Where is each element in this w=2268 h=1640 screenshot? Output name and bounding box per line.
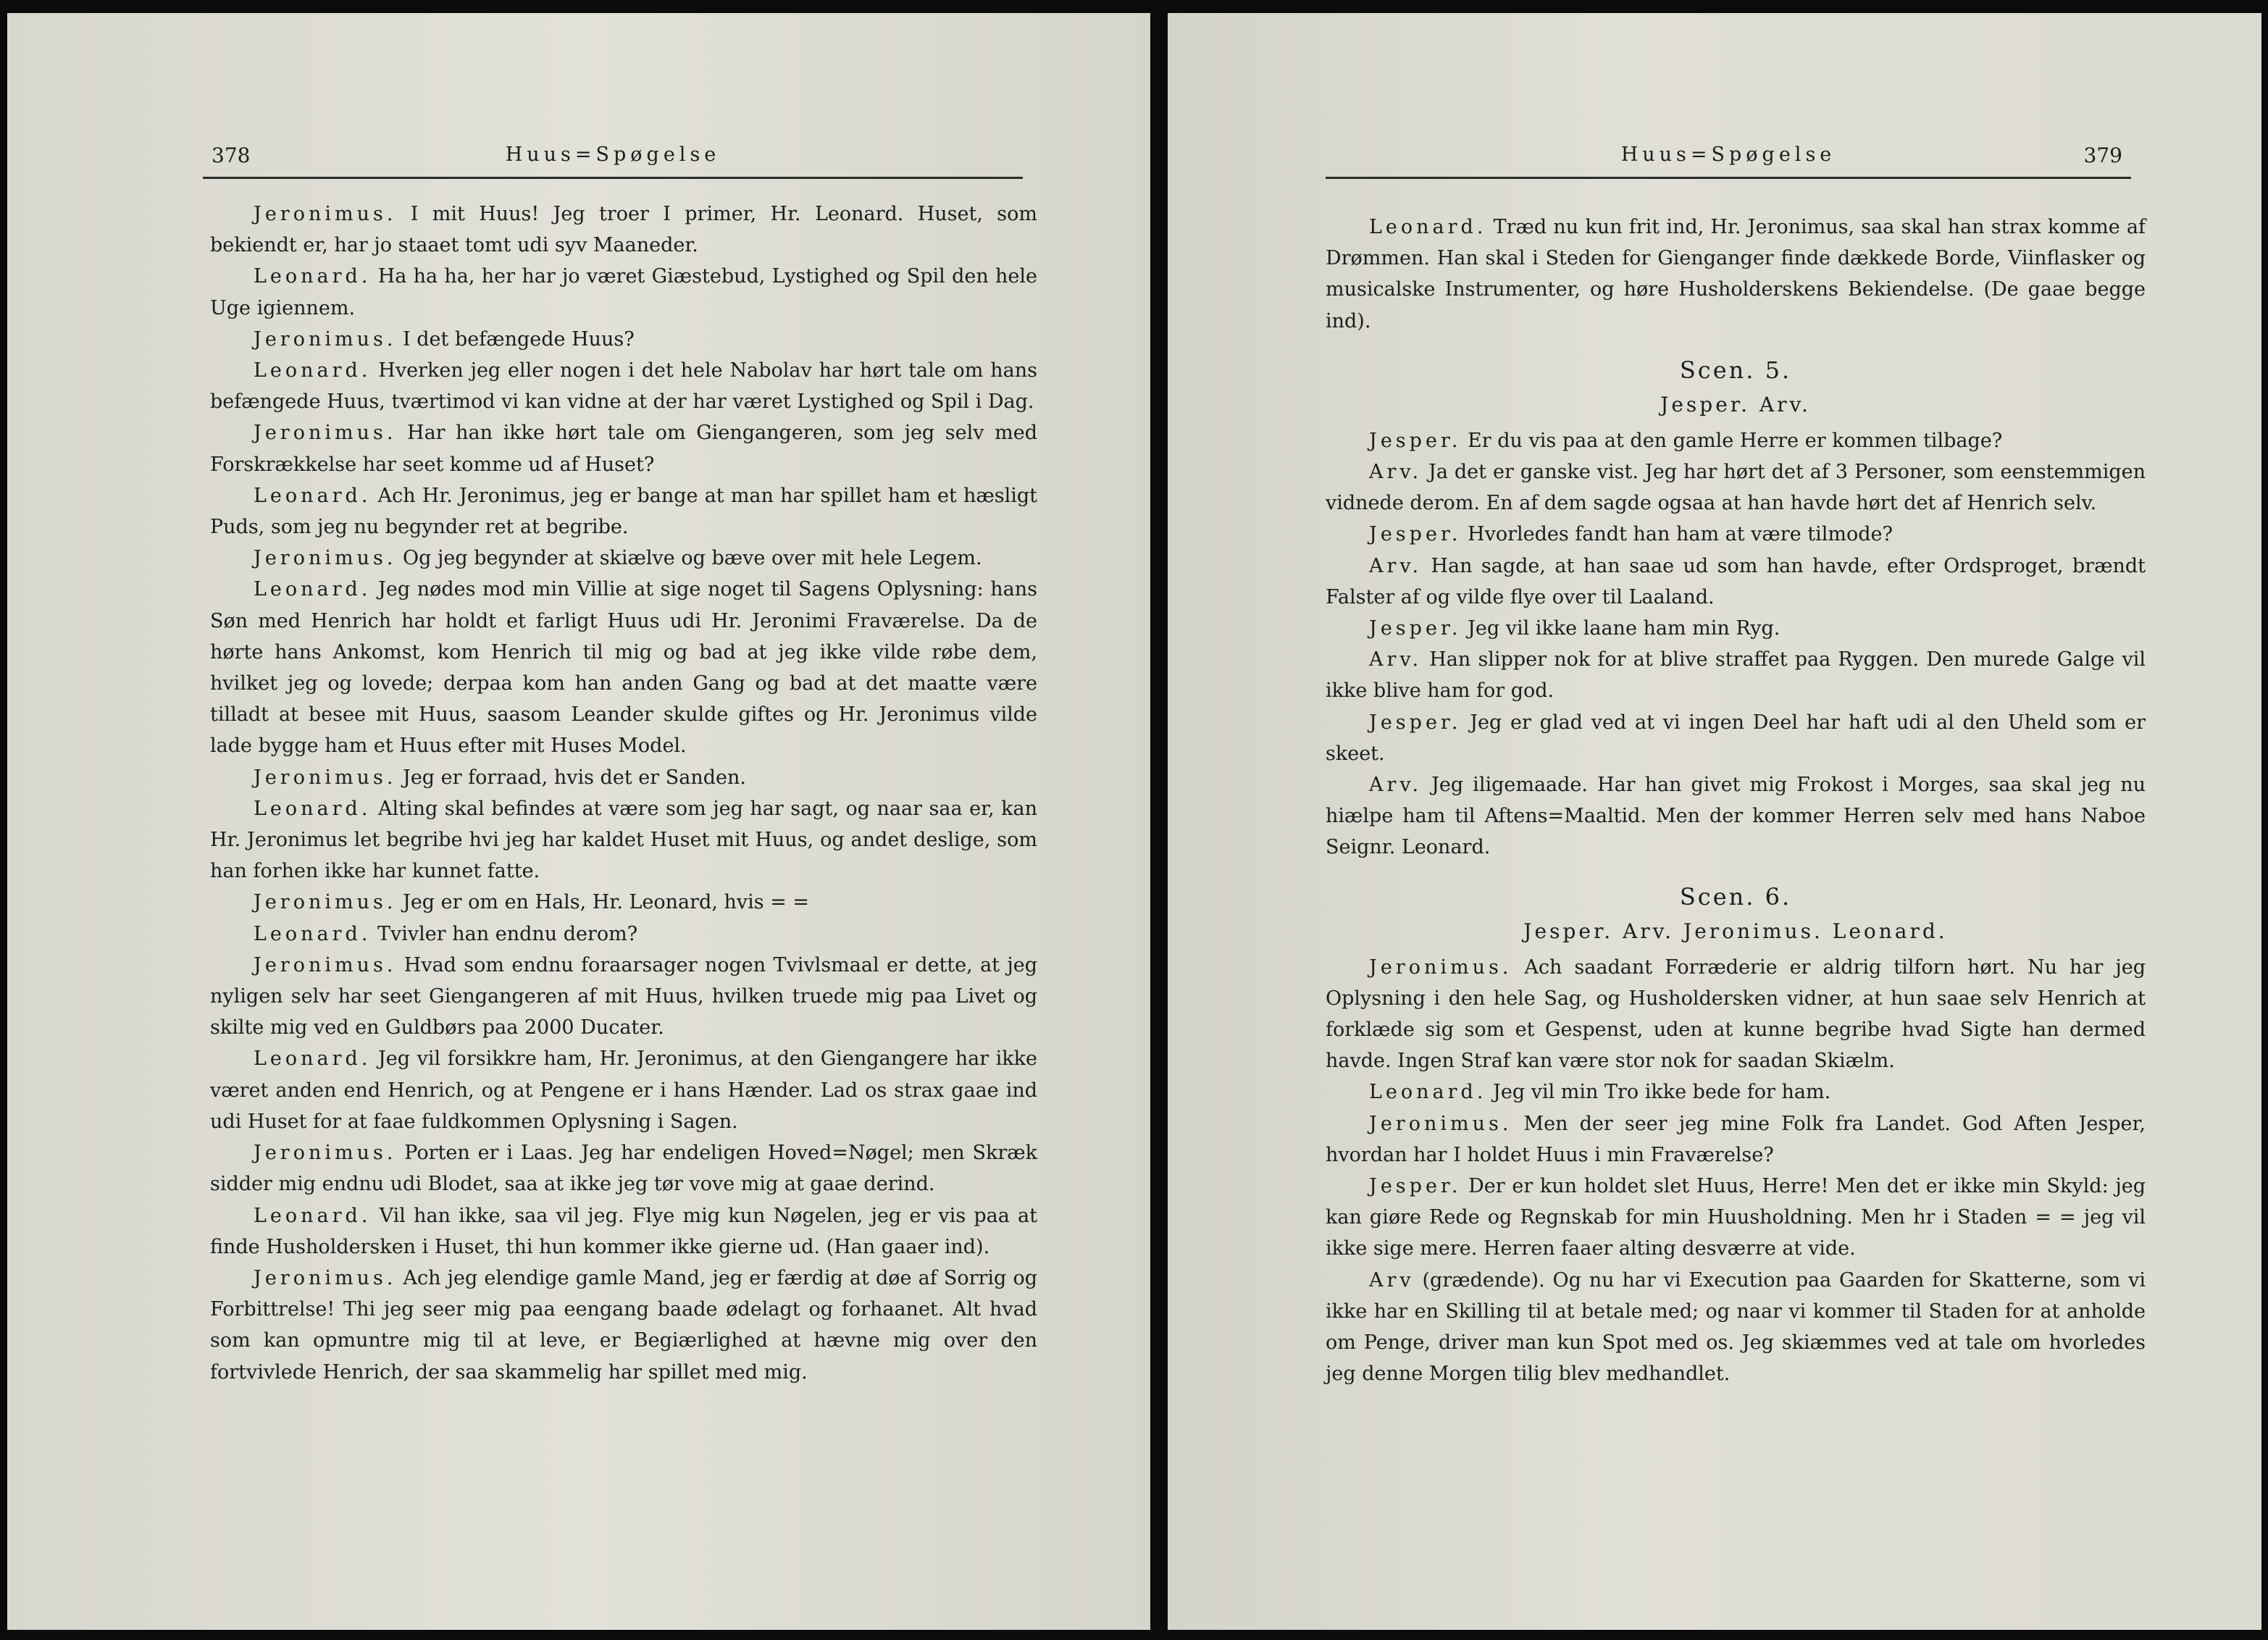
speaker-name: Jeronimus. [254, 766, 397, 789]
dialogue-line [1326, 519, 2146, 550]
dialogue-text: Er du vis paa at den gamle Herre er kommen tilbage? [1461, 429, 2003, 452]
scene-cast-list: Jesper. Arv. [1660, 392, 1811, 417]
dialogue-line [1326, 1265, 2146, 1390]
dialogue-text: Jeg iligemaade. Har han givet mig Frokost i Morges, saa skal jeg nu hiælpe ham til Aftens=Maaltid. Men der kommer Herren selv med hans Naboe Seignr. Leonard. [1326, 774, 2146, 859]
speaker-name: Leonard. [254, 797, 372, 820]
dialogue-text: Hverken jeg eller nogen i det hele Nabolav har hørt tale om hans befængede Huus, tværtimod vi kan vidne at der har været Lystighed og Spil i Dag. [210, 359, 1037, 414]
dialogue-line [210, 793, 1037, 887]
dialogue-line [210, 1200, 1037, 1263]
dialogue-line [210, 543, 1037, 574]
dialogue-text: Ach jeg elendige gamle Mand, jeg er færdig at døe af Sorrig og Forbittrelse! Thi jeg seer mig paa eengang baade ødelagt og forhaanet. Alt hvad som kan opmuntre mig til at leve, er Begiærlighed at hævne mig over den fortvivlede Henrich, der saa skammelig har spillet med mig. [210, 1266, 1037, 1384]
running-title: Huus=Spøgelse [1620, 143, 1836, 166]
dialogue-line [210, 261, 1037, 323]
speaker-name: Leonard. [1369, 1081, 1487, 1104]
speaker-name: Leonard. [254, 578, 372, 601]
dialogue-text: Og jeg begynder at skiælve og bæve over mit hele Legem. [396, 547, 982, 570]
dialogue-line [1326, 456, 2146, 519]
speaker-name: Arv. [1369, 774, 1423, 797]
scene-heading: Scen. 5. [1679, 356, 1792, 384]
scene-heading: Scen. 6. [1679, 882, 1792, 911]
left-running-head [203, 143, 1023, 179]
scene-cast-list: Jesper. Arv. Jeronimus. Leonard. [1523, 919, 1948, 943]
dialogue-text: I det befængede Huus? [396, 327, 635, 351]
dialogue-text: Træd nu kun frit ind, Hr. Jeronimus, saa skal han strax komme af Drømmen. Han skal i Steden for Gienganger finde dækkede Borde, Viinflasker og musicalske Instrumenter, og høre Husholderskens Bekiendelse. (De gaae begge ind). [1326, 216, 2146, 332]
dialogue-line [210, 480, 1037, 543]
speaker-name: Leonard. [254, 1047, 372, 1071]
page-number: 378 [212, 143, 251, 167]
speaker-name: Jeronimus. [254, 1266, 397, 1289]
dialogue-line [1326, 1076, 2146, 1108]
dialogue-line [1326, 613, 2146, 644]
speaker-name: Jeronimus. [254, 203, 397, 225]
dialogue-text: Jeg er glad ved at vi ingen Deel har haft udi al den Uheld som er skeet. [1326, 711, 2146, 765]
dialogue-line [1326, 425, 2146, 456]
speaker-name: Arv [1369, 1268, 1415, 1292]
speaker-name: Jeronimus. [1369, 955, 1512, 979]
dialogue-line [210, 919, 1037, 950]
dialogue-line [210, 198, 1037, 261]
dialogue-line [210, 950, 1037, 1044]
left-page-body [210, 198, 1037, 1388]
speaker-name: Jesper. [1369, 711, 1462, 734]
dialogue-text: Ach Hr. Jeronimus, jeg er bange at man har spillet ham et hæsligt Puds, som jeg nu begynder ret at begribe. [210, 484, 1037, 539]
speaker-name: Arv. [1369, 554, 1423, 577]
dialogue-text: Ha ha ha, her har jo været Giæstebud, Lystighed og Spil den hele Uge igiennem. [210, 265, 1037, 319]
dialogue-line [1326, 1108, 2146, 1171]
dialogue-text: Jeg nødes mod min Villie at sige noget til Sagens Oplysning: hans Søn med Henrich har holdt et farligt Huus udi Hr. Jeronimi Fraværelse. Da de hørte hans Ankomst, kom Henrich til mig og bad at jeg ikke vilde røbe dem, hvilket jeg og lovede; derpaa kom han anden Gang og bad at det maatte være tilladt at besee mit Huus, saasom Leander skulde giftes og Hr. Jeronimus vilde lade bygge ham et Huus efter mit Huses Model. [210, 578, 1037, 758]
speaker-name: Leonard. [254, 265, 372, 288]
dialogue-text: Men der seer jeg mine Folk fra Landet. God Aften Jesper, hvordan har I holdet Huus i min Fraværelse? [1326, 1112, 2146, 1166]
speaker-name: Jesper. [1369, 429, 1462, 452]
speaker-name: Jeronimus. [254, 1142, 397, 1165]
dialogue-text: Hvad som endnu foraarsager nogen Tvivlsmaal er dette, at jeg nyligen selv har seet Giengangeren af mit Huus, hvilken truede mig paa Livet og skilte mig ved en Guldbørs paa 2000 Ducater. [210, 953, 1037, 1039]
speaker-name: Jeronimus. [254, 422, 397, 445]
dialogue-text: Jeg vil forsikkre ham, Hr. Jeronimus, at den Giengangere har ikke været anden end Henrich, og at Pengene er i hans Hænder. Lad os strax gaae ind udi Huset for at faae fuldkommen Oplysning i Sagen. [210, 1047, 1037, 1133]
dialogue-line [1326, 769, 2146, 863]
dialogue-line [1326, 644, 2146, 706]
dialogue-line [210, 762, 1037, 793]
dialogue-text: Jeg er om en Hals, Hr. Leonard, hvis = = [396, 891, 810, 914]
dialogue-line [210, 1263, 1037, 1388]
speaker-name: Jesper. [1369, 1175, 1462, 1198]
dialogue-text: Jeg er forraad, hvis det er Sanden. [396, 766, 746, 789]
dialogue-text: Alting skal befindes at være som jeg har sagt, og naar saa er, kan Hr. Jeronimus let begribe hvi jeg har kaldet Huset mit Huus, og andet deslige, som han forhen ikke har kunnet fatte. [210, 797, 1037, 883]
dialogue-text: Ach saadant Forræderie er aldrig tilforn hørt. Nu har jeg Oplysning i den hele Sag, og Husholdersken vidner, at hun saae selv Henrich at forklæde sig som et Gespenst, uden at kunne begribe hvad Sigte han dermed havde. Ingen Straf kan være stor nok for saadan Skiælm. [1326, 955, 2146, 1073]
dialogue-line [1326, 707, 2146, 769]
dialogue-line [210, 574, 1037, 761]
dialogue-line [210, 1137, 1037, 1200]
dialogue-text: Hvorledes fandt han ham at være tilmode? [1461, 523, 1893, 546]
dialogue-text: (grædende). Og nu har vi Execution paa Gaarden for Skatterne, som vi ikke har en Skilling til at betale med; og naar vi kommer til Staden for at anholde om Penge, driver man kun Spot med os. Jeg skiæmmes ved at tale om hvorledes jeg denne Morgen tilig blev medhandlet. [1326, 1268, 2146, 1386]
dialogue-text: Jeg vil ikke laane ham min Ryg. [1461, 617, 1780, 640]
dialogue-line [210, 355, 1037, 417]
dialogue-text: Der er kun holdet slet Huus, Herre! Men det er ikke min Skyld: jeg kan giøre Rede og Regnskab for min Huusholdning. Men hr i Staden = = jeg vil ikke sige mere. Herren faaer alting desværre at vide. [1326, 1175, 2146, 1260]
speaker-name: Jeronimus. [254, 327, 397, 351]
dialogue-text: Jeg vil min Tro ikke bede for ham. [1486, 1081, 1831, 1104]
dialogue-text: Vil han ikke, saa vil jeg. Flye mig kun Nøgelen, jeg er vis paa at finde Husholdersken i Huset, thi hun kommer ikke gierne ud. (Han gaaer ind). [210, 1204, 1037, 1258]
dialogue-line [210, 1043, 1037, 1137]
speaker-name: Leonard. [254, 359, 372, 382]
right-running-head [1326, 143, 2131, 179]
dialogue-text: Porten er i Laas. Jeg har endeligen Hoved=Nøgel; men Skræk sidder mig endnu udi Blodet, saa at ikke jeg tør vove mig at gaae derind. [210, 1142, 1037, 1196]
right-page [1168, 13, 2261, 1630]
dialogue-line [1326, 551, 2146, 613]
dialogue-text: I mit Huus! Jeg troer I primer, Hr. Leonard. Huset, som bekiendt er, har jo staaet tomt udi syv Maaneder. [210, 203, 1037, 257]
dialogue-text: Har han ikke hørt tale om Giengangeren, som jeg selv med Forskrækkelse har seet komme ud af Huset? [210, 422, 1037, 476]
speaker-name: Jesper. [1369, 523, 1462, 546]
speaker-name: Leonard. [254, 922, 372, 945]
dialogue-text: Ja det er ganske vist. Jeg har hørt det af 3 Personer, som eenstemmigen vidnede derom. En af dem sagde ogsaa at han havde hørt det af Henrich selv. [1326, 461, 2146, 515]
dialogue-text: Tvivler han endnu derom? [371, 922, 638, 945]
speaker-name: Arv. [1369, 461, 1423, 484]
page-number: 379 [2083, 143, 2122, 167]
speaker-name: Leonard. [1369, 216, 1487, 238]
right-page-body [1326, 212, 2146, 1390]
dialogue-line [210, 887, 1037, 918]
speaker-name: Jeronimus. [254, 953, 397, 976]
dialogue-line [210, 324, 1037, 355]
speaker-name: Jeronimus. [254, 547, 397, 570]
speaker-name: Jesper. [1369, 617, 1462, 640]
speaker-name: Jeronimus. [1369, 1112, 1512, 1135]
speaker-name: Jeronimus. [254, 891, 397, 914]
dialogue-line [210, 417, 1037, 480]
dialogue-line [1326, 952, 2146, 1077]
speaker-name: Arv. [1369, 648, 1423, 672]
left-page [7, 13, 1150, 1630]
speaker-name: Leonard. [254, 484, 372, 507]
dialogue-line [1326, 212, 2146, 337]
dialogue-text: Han sagde, at han saae ud som han havde, efter Ordsproget, brændt Falster af og vilde flye over til Laaland. [1326, 554, 2146, 608]
dialogue-line [1326, 1171, 2146, 1265]
running-title: Huus=Spøgelse [505, 143, 721, 166]
speaker-name: Leonard. [254, 1204, 372, 1227]
dialogue-text: Han slipper nok for at blive straffet paa Ryggen. Den murede Galge vil ikke blive ham for god. [1326, 648, 2146, 703]
